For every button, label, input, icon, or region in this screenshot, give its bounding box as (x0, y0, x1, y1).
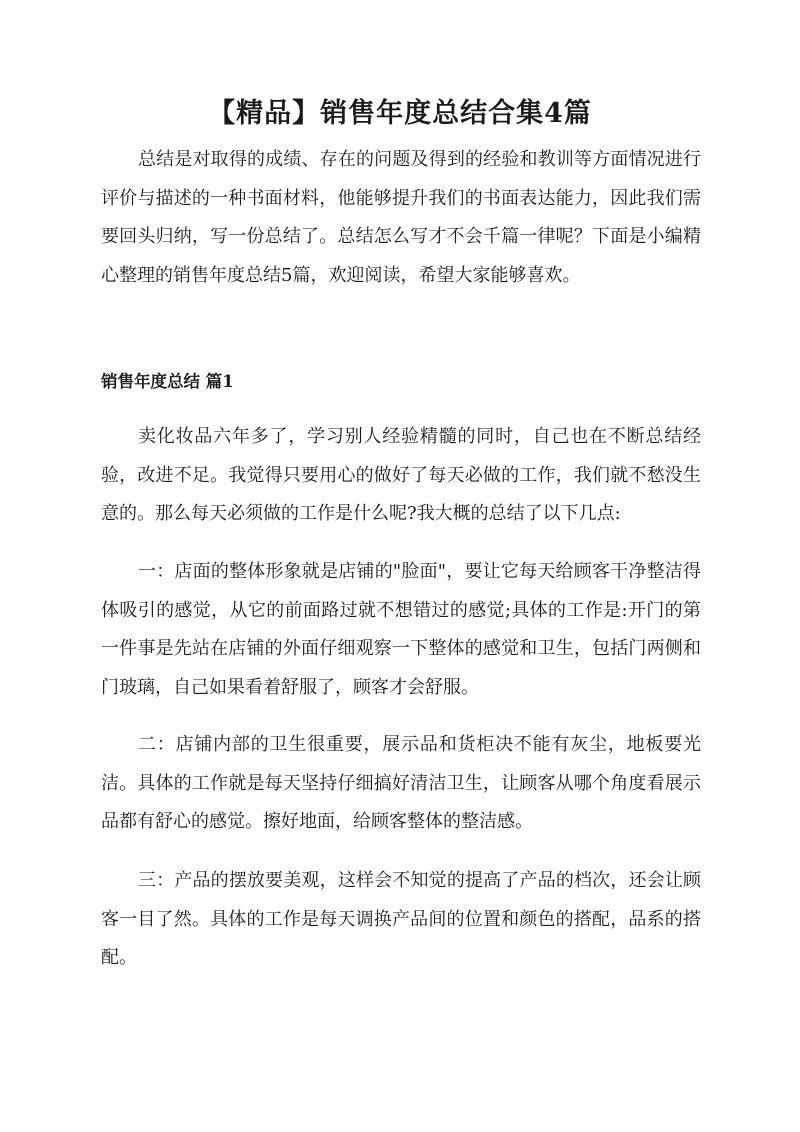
section-paragraph-intro: 卖化妆品六年多了，学习别人经验精髓的同时，自己也在不断总结经验，改进不足。我觉得只要用心的做好了每天必做的工作，我们就不愁没生意的。那么每天必须做的工作是什么呢?我大概的总结了以下几点: (101, 426, 701, 524)
section-paragraph-point-2: 二：店铺内部的卫生很重要，展示品和货柜决不能有灰尘，地板要光洁。具体的工作就是每天坚持仔细搞好清洁卫生，让顾客从哪个角度看展示品都有舒心的感觉。擦好地面，给顾客整体的整洁感。 (101, 734, 701, 832)
intro-paragraph: 总结是对取得的成绩、存在的问题及得到的经验和教训等方面情况进行评价与描述的一种书面材料，他能够提升我们的书面表达能力，因此我们需要回头归纳，写一份总结了。总结怎么写才不会千篇一律呢？下面是小编精心整理的销售年度总结5篇，欢迎阅读，希望大家能够喜欢。 (101, 149, 701, 286)
section-paragraph-point-3: 三：产品的摆放要美观，这样会不知觉的提高了产品的档次，还会让顾客一目了然。具体的工作是每天调换产品间的位置和颜色的搭配，品系的搭配。 (101, 870, 701, 968)
document-title: 【精品】销售年度总结合集4篇 (208, 98, 592, 129)
section-paragraph-point-1: 一：店面的整体形象就是店铺的"脸面"，要让它每天给顾客干净整洁得体吸引的感觉，从它的前面路过就不想错过的感觉;具体的工作是:开门的第一件事是先站在店铺的外面仔细观察一下整体的感觉和卫生，包括门两侧和门玻璃，自己如果看着舒服了，顾客才会舒服。 (101, 561, 701, 698)
section-heading: 销售年度总结 篇1 (101, 372, 234, 391)
